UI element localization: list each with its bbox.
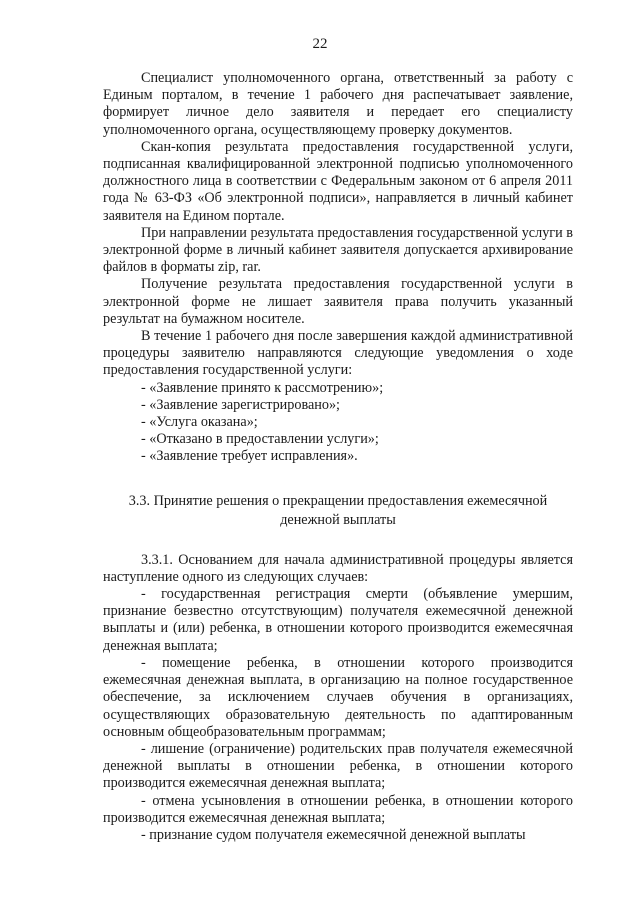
list-item: - «Заявление зарегистрировано»;	[141, 396, 340, 413]
section-heading: 3.3. Принятие решения о прекращении предоставления ежемесячной денежной выплаты	[128, 492, 548, 528]
paragraph: - отмена усыновления в отношении ребенка, в отношении которого производится ежемесячная денежная выплата;	[103, 792, 573, 826]
paragraph: При направлении результата предоставления государственной услуги в электронной форме в личный кабинет заявителя допускается архивирование файлов в форматы zip, rar.	[103, 224, 573, 276]
list-item: - «Услуга оказана»;	[141, 414, 258, 431]
list-item: - «Заявление требует исправления».	[141, 448, 358, 465]
notification-list	[103, 380, 573, 466]
page-number: 22	[312, 36, 328, 52]
paragraph: 3.3.1. Основанием для начала административной процедуры является наступление одного из следующих случаев:	[103, 551, 573, 585]
paragraph: - государственная регистрация смерти (объявление умершим, признание безвестно отсутствующим) получателя ежемесячной денежной выплаты и (или) ребенка, в отношении которого производится ежемесячная денежная выплата;	[103, 586, 573, 654]
list-item: - «Заявление принято к рассмотрению»;	[141, 379, 384, 396]
paragraph: - признание судом получателя ежемесячной денежной выплаты	[141, 826, 526, 843]
paragraph: - помещение ребенка, в отношении которого производится ежемесячная денежная выплата, в организацию на полное государственное обеспечение, за исключением случаев обучения в организациях, осуществляющих образовательную деятельность по адаптированным основным общеобразовательным программам;	[103, 654, 573, 740]
paragraph: Скан-копия результата предоставления государственной услуги, подписанная квалифицированной электронной подписью уполномоченного должностного лица в соответствии с Федеральным законом от 6 апреля 2011 года № 63-ФЗ «Об электронной подписи», направляется в личный кабинет заявителя на Едином портале.	[103, 138, 573, 224]
paragraph: Специалист уполномоченного органа, ответственный за работу с Единым порталом, в течение 1 рабочего дня распечатывает заявление, формирует личное дело заявителя и передает его специалисту уполномоченного органа, осуществляющему проверку документов.	[103, 70, 573, 138]
list-item: - «Отказано в предоставлении услуги»;	[141, 431, 379, 448]
paragraph: В течение 1 рабочего дня после завершения каждой административной процедуры заявителю направляются следующие уведомления о ходе предоставления государственной услуги:	[103, 328, 573, 379]
paragraph: Получение результата предоставления государственной услуги в электронной форме не лишает заявителя права получить указанный результат на бумажном носителе.	[103, 276, 573, 327]
document-body	[103, 70, 573, 844]
paragraph: - лишение (ограничение) родительских прав получателя ежемесячной денежной выплаты в отношении ребенка, в отношении которого производится ежемесячная денежная выплата;	[103, 740, 573, 792]
